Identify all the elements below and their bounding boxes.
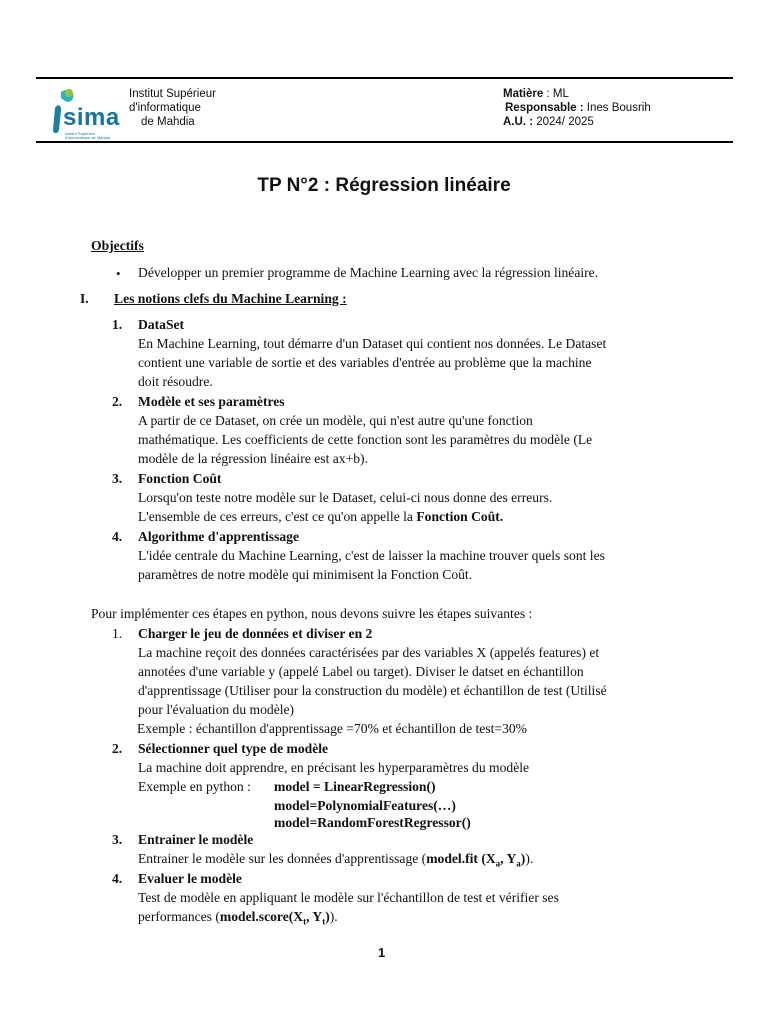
matiere-row: [503, 87, 651, 101]
item-number: 3.: [112, 471, 123, 486]
item-title-algorithme: Algorithme d'apprentissage: [138, 529, 299, 544]
matiere-label: Matière: [503, 88, 544, 100]
subscript: a: [495, 858, 501, 869]
page-number: 1: [378, 945, 386, 960]
isima-logo: [47, 86, 121, 142]
step-number: 1.: [112, 626, 123, 641]
step-number: 2.: [112, 741, 123, 756]
au-value: 2024/ 2025: [533, 116, 594, 128]
example-label: Exemple en python :: [138, 779, 251, 794]
logo-text: sima: [63, 104, 120, 131]
text-line: d'apprentissage (Utiliser pour la construction du modèle) et échantillon de test (Utilisé: [138, 683, 607, 698]
code-fragment: model.score(X: [219, 909, 304, 924]
item-number: 2.: [112, 394, 123, 409]
item-title-dataset: DataSet: [138, 317, 185, 332]
item-number: 4.: [112, 529, 123, 544]
institute-name: [129, 87, 216, 129]
text-line: En Machine Learning, tout démarre d'un Dataset qui contient nos données. Le Dataset: [138, 336, 607, 351]
institute-line-3: de Mahdia: [141, 116, 195, 128]
text-line: La machine reçoit des données caractérisées par des variables X (appelés features) et: [138, 645, 600, 660]
text-line: contient une variable de sortie et des variables d'entrée au problème que la machine: [138, 355, 592, 370]
item-number: 1.: [112, 317, 123, 332]
course-info: [503, 87, 651, 129]
text-line: annotées d'une variable y (appelé Label ou target). Diviser le datset en échantillon: [138, 664, 584, 679]
page-title: TP N°2 : Régression linéaire: [257, 175, 511, 196]
item-title-fonction-cout: Fonction Coût: [138, 471, 222, 486]
text-line: [138, 909, 338, 927]
responsable-label: Responsable :: [505, 102, 584, 114]
subscript: t: [303, 916, 307, 927]
section-heading: Les notions clefs du Machine Learning :: [114, 291, 347, 306]
responsable-value: Ines Bousrih: [583, 102, 651, 114]
text-line: paramètres de notre modèle qui minimisent la Fonction Coût.: [138, 567, 473, 582]
objectifs-heading: Objectifs: [91, 238, 144, 253]
code-fragment: , Y: [500, 851, 517, 866]
text-line: Lorsqu'on teste notre modèle sur le Dataset, celui-ci nous donne des erreurs.: [138, 490, 553, 505]
logo-tagline: Institut Supérieur d'Informatique de Mahdia: [65, 131, 111, 140]
code-fragment: ): [325, 909, 330, 924]
text-fragment: performances (: [138, 909, 220, 924]
code-fragment: model.fit (X: [426, 851, 496, 866]
text-line: A partir de ce Dataset, on crée un modèle, qui n'est autre qu'une fonction: [138, 413, 533, 428]
text-line: doit résoudre.: [138, 374, 213, 389]
step-title-selectionner: Sélectionner quel type de modèle: [138, 741, 329, 756]
text-line: Test de modèle en appliquant le modèle sur l'échantillon de test et vérifier ses: [138, 890, 559, 905]
code-line: model = LinearRegression(): [274, 779, 436, 794]
header-bottom-rule: [36, 141, 733, 143]
step-title-charger: Charger le jeu de données et diviser en 2: [138, 626, 373, 641]
subscript: t: [322, 916, 326, 927]
au-label: A.U. :: [503, 116, 534, 128]
item-title-modele: Modèle et ses paramètres: [138, 394, 285, 409]
text-line: pour l'évaluation du modèle): [138, 702, 295, 717]
steps-intro: Pour implémenter ces étapes en python, nous devons suivre les étapes suivantes :: [91, 606, 533, 621]
code-fragment: ): [520, 851, 526, 866]
subscript: a: [516, 858, 521, 869]
code-line: model=PolynomialFeatures(…): [274, 798, 456, 813]
section-numeral: I.: [80, 291, 89, 306]
responsable-row: [503, 101, 651, 115]
text-line: mathématique. Les coefficients de cette fonction sont les paramètres du modèle (Le: [138, 432, 593, 447]
code-line: model=RandomForestRegressor(): [274, 815, 471, 830]
step-number: 4.: [112, 871, 123, 886]
code-fragment: , Y: [306, 909, 323, 924]
institute-line-1: Institut Supérieur: [129, 88, 216, 100]
step-title-evaluer: Evaluer le modèle: [138, 871, 242, 886]
matiere-value: : ML: [543, 88, 569, 100]
step-number: 3.: [112, 832, 123, 847]
text-fragment: ).: [329, 909, 338, 924]
example-line: Exemple : échantillon d'apprentissage =70% et échantillon de test=30%: [137, 721, 527, 736]
text-fragment: L'ensemble de ces erreurs, c'est ce qu'on appelle la: [138, 509, 417, 524]
header-top-rule: [36, 77, 733, 79]
text-line: modèle de la régression linéaire est ax+b).: [138, 451, 368, 466]
objectif-bullet-text: Développer un premier programme de Machine Learning avec la régression linéaire.: [138, 265, 599, 280]
text-line: L'idée centrale du Machine Learning, c'est de laisser la machine trouver quels sont les: [138, 548, 605, 563]
bullet-icon: •: [116, 266, 121, 281]
text-fragment: Entrainer le modèle sur les données d'apprentissage (: [138, 851, 427, 866]
step-title-entrainer: Entrainer le modèle: [138, 832, 254, 847]
institute-line-2: d'informatique: [129, 102, 201, 114]
au-row: [503, 115, 651, 129]
text-fragment-bold: Fonction Coût.: [416, 509, 504, 524]
text-line: [138, 509, 503, 525]
text-line: La machine doit apprendre, en précisant les hyperparamètres du modèle: [138, 760, 530, 775]
text-line: [138, 851, 533, 869]
text-fragment: ).: [525, 851, 534, 866]
